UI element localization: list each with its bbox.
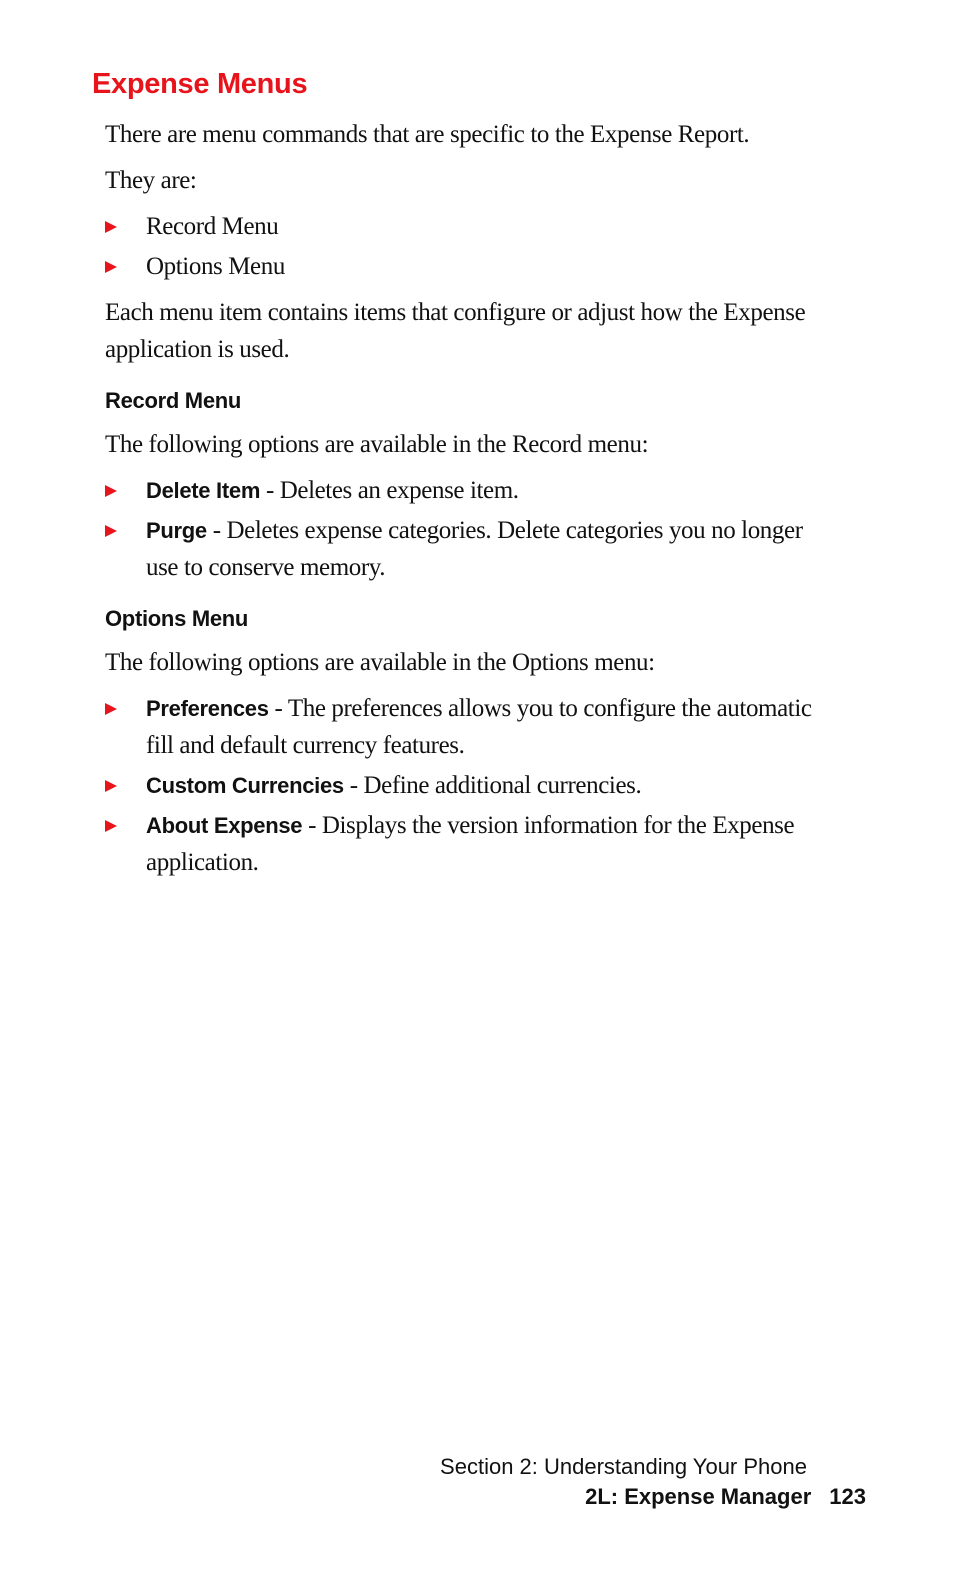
intro-lead: They are: xyxy=(105,167,197,194)
intro-bullet-list xyxy=(105,208,825,285)
record-menu-heading: Record Menu xyxy=(105,388,242,413)
list-item xyxy=(105,472,825,509)
record-menu-lead: The following options are available in the Record menu: xyxy=(105,431,649,458)
option-term: About Expense xyxy=(146,813,303,838)
triangle-bullet-icon xyxy=(105,780,117,792)
option-description: - Deletes an expense item. xyxy=(260,477,519,504)
option-term: Delete Item xyxy=(146,478,261,503)
intro-description: Each menu item contains items that configure or adjust how the Expense application is used. xyxy=(105,299,806,363)
triangle-bullet-icon xyxy=(105,485,117,497)
options-menu-lead: The following options are available in the Options menu: xyxy=(105,649,655,676)
list-item-text: Record Menu xyxy=(146,213,279,240)
record-menu-list xyxy=(105,472,825,586)
triangle-bullet-icon xyxy=(105,221,117,233)
options-menu-list xyxy=(105,690,825,881)
option-description: - Displays the version information for the Expense application. xyxy=(146,812,795,876)
list-item xyxy=(105,512,825,586)
page-title: Expense Menus xyxy=(92,68,308,100)
page-content xyxy=(105,116,825,890)
option-description: - The preferences allows you to configure the automatic fill and default currency features. xyxy=(146,695,812,759)
footer-chapter-title: 2L: Expense Manager xyxy=(585,1484,812,1509)
triangle-bullet-icon xyxy=(105,525,117,537)
intro-paragraph: There are menu commands that are specific to the Expense Report. xyxy=(105,121,750,148)
list-item xyxy=(105,248,825,285)
option-description: - Deletes expense categories. Delete categories you no longer use to conserve memory. xyxy=(146,517,803,581)
triangle-bullet-icon xyxy=(105,703,117,715)
list-item xyxy=(105,767,825,804)
list-item xyxy=(105,208,825,245)
list-item-text: Options Menu xyxy=(146,253,285,280)
list-item xyxy=(105,690,825,764)
page-number: 123 xyxy=(829,1484,866,1509)
footer-section-title: Section 2: Understanding Your Phone xyxy=(440,1454,807,1479)
list-item xyxy=(105,807,825,881)
option-term: Purge xyxy=(146,518,207,543)
option-term: Preferences xyxy=(146,696,269,721)
page-footer xyxy=(440,1452,866,1512)
triangle-bullet-icon xyxy=(105,820,117,832)
option-description: - Define additional currencies. xyxy=(343,772,642,799)
footer-chapter-line xyxy=(440,1482,866,1512)
option-term: Custom Currencies xyxy=(146,773,344,798)
options-menu-heading: Options Menu xyxy=(105,606,249,631)
triangle-bullet-icon xyxy=(105,261,117,273)
